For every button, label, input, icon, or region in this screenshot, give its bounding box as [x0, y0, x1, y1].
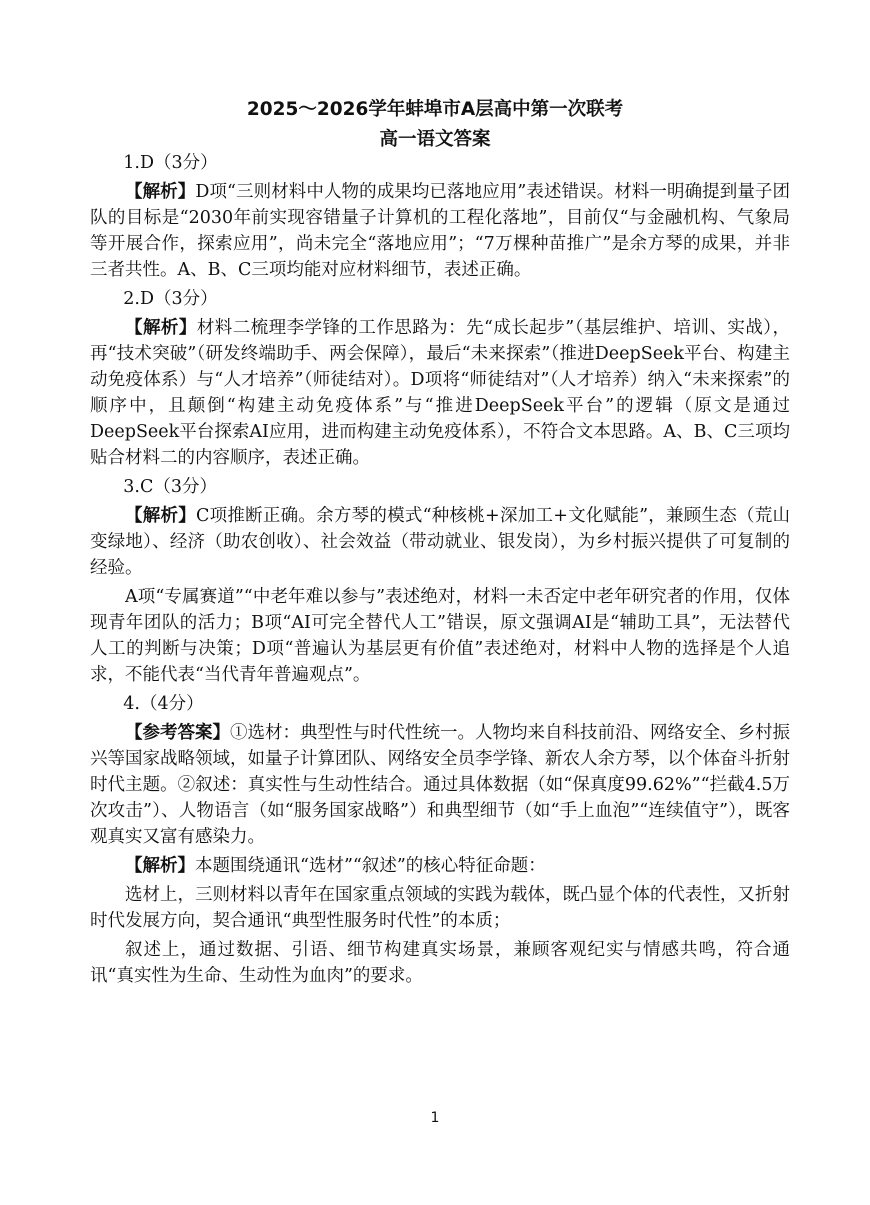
- paragraph-label: 【解析】: [125, 856, 195, 876]
- paragraph-text: 本题围绕通讯“选材”“叙述”的核心特征命题：: [195, 856, 546, 876]
- paragraph-text: 材料二梳理李学锋的工作思路为：先“成长起步”（基层维护、培训、实战），再“技术突破”（研发终端助手、两会保障），最后“未来探索”（推进DeepSeek平台、构建主动免疫体系）与“人才培养”（师徒结对）。D项将“师徒结对”（人才培养）纳入“未来探索”的顺序中，且颠倒“构建主动免疫体系”与“推进DeepSeek平台”的逻辑（原文是通过DeepSeek平台探索AI应用，进而构建主动免疫体系），不符合文本思路。A、B、C三项均贴合材料二的内容顺序，表述正确。: [90, 318, 791, 468]
- paragraph-text: 叙述上，通过数据、引语、细节构建真实场景，兼顾客观纪实与情感共鸣，符合通讯“真实性为生命、生动性为血肉”的要求。: [90, 940, 790, 986]
- question-heading: 2.D（3分）: [123, 289, 218, 309]
- question-heading: 1.D（3分）: [123, 153, 218, 173]
- answer-content: [90, 150, 790, 992]
- answer-paragraph: [90, 503, 790, 581]
- document-title: 2025～2026学年蚌埠市A层高中第一次联考: [246, 99, 624, 120]
- answer-paragraph: [90, 179, 790, 283]
- page-number: 1: [430, 1110, 440, 1126]
- answer-paragraph: [90, 937, 790, 989]
- paragraph-label: 【解析】: [125, 182, 196, 202]
- answer-paragraph: [90, 584, 790, 688]
- question-heading: 3.C（3分）: [123, 477, 217, 497]
- document-subtitle: 高一语文答案: [379, 129, 491, 150]
- paragraph-text: A项“专属赛道”“中老年难以参与”表述绝对，材料一未否定中老年研究者的作用，仅体现青年团队的活力；B项“AI可完全替代人工”错误，原文强调AI是“辅助工具”，无法替代人工的判断与决策；D项“普遍认为基层更有价值”表述绝对，材料中人物的选择是个人追求，不能代表“当代青年普遍观点”。: [90, 587, 790, 685]
- paragraph-label: 【解析】: [125, 318, 197, 338]
- answer-paragraph: [90, 882, 790, 934]
- paragraph-text: 选材上，三则材料以青年在国家重点领域的实践为载体，既凸显个体的代表性，又折射时代发展方向，契合通讯“典型性服务时代性”的本质；: [90, 885, 790, 931]
- paragraph-label: 【参考答案】: [125, 723, 230, 743]
- paragraph-text: C项推断正确。余方琴的模式“种核桃+深加工+文化赋能”，兼顾生态（荒山变绿地）、经济（助农创收）、社会效益（带动就业、银发岗），为乡村振兴提供了可复制的经验。: [90, 506, 791, 578]
- answer-paragraph: [90, 720, 790, 850]
- answer-paragraph: [90, 853, 790, 879]
- paragraph-text: D项“三则材料中人物的成果均已落地应用”表述错误。材料一明确提到量子团队的目标是“2030年前实现容错量子计算机的工程化落地”，目前仅“与金融机构、气象局等开展合作，探索应用”，尚未完全“落地应用”；“7万棵种苗推广”是余方琴的成果，并非三者共性。A、B、C三项均能对应材料细节，表述正确。: [90, 182, 791, 280]
- paragraph-text: ①选材：典型性与时代性统一。人物均来自科技前沿、网络安全、乡村振兴等国家战略领域，如量子计算团队、网络安全员李学锋、新农人余方琴，以个体奋斗折射时代主题。②叙述：真实性与生动性结合。通过具体数据（如“保真度99.62%”“拦截4.5万次攻击”）、人物语言（如“服务国家战略”）和典型细节（如“手上血泡”“连续值守”），既客观真实又富有感染力。: [90, 723, 790, 847]
- question-heading: 4.（4分）: [123, 694, 204, 714]
- answer-paragraph: [90, 315, 790, 471]
- paragraph-label: 【解析】: [125, 506, 196, 526]
